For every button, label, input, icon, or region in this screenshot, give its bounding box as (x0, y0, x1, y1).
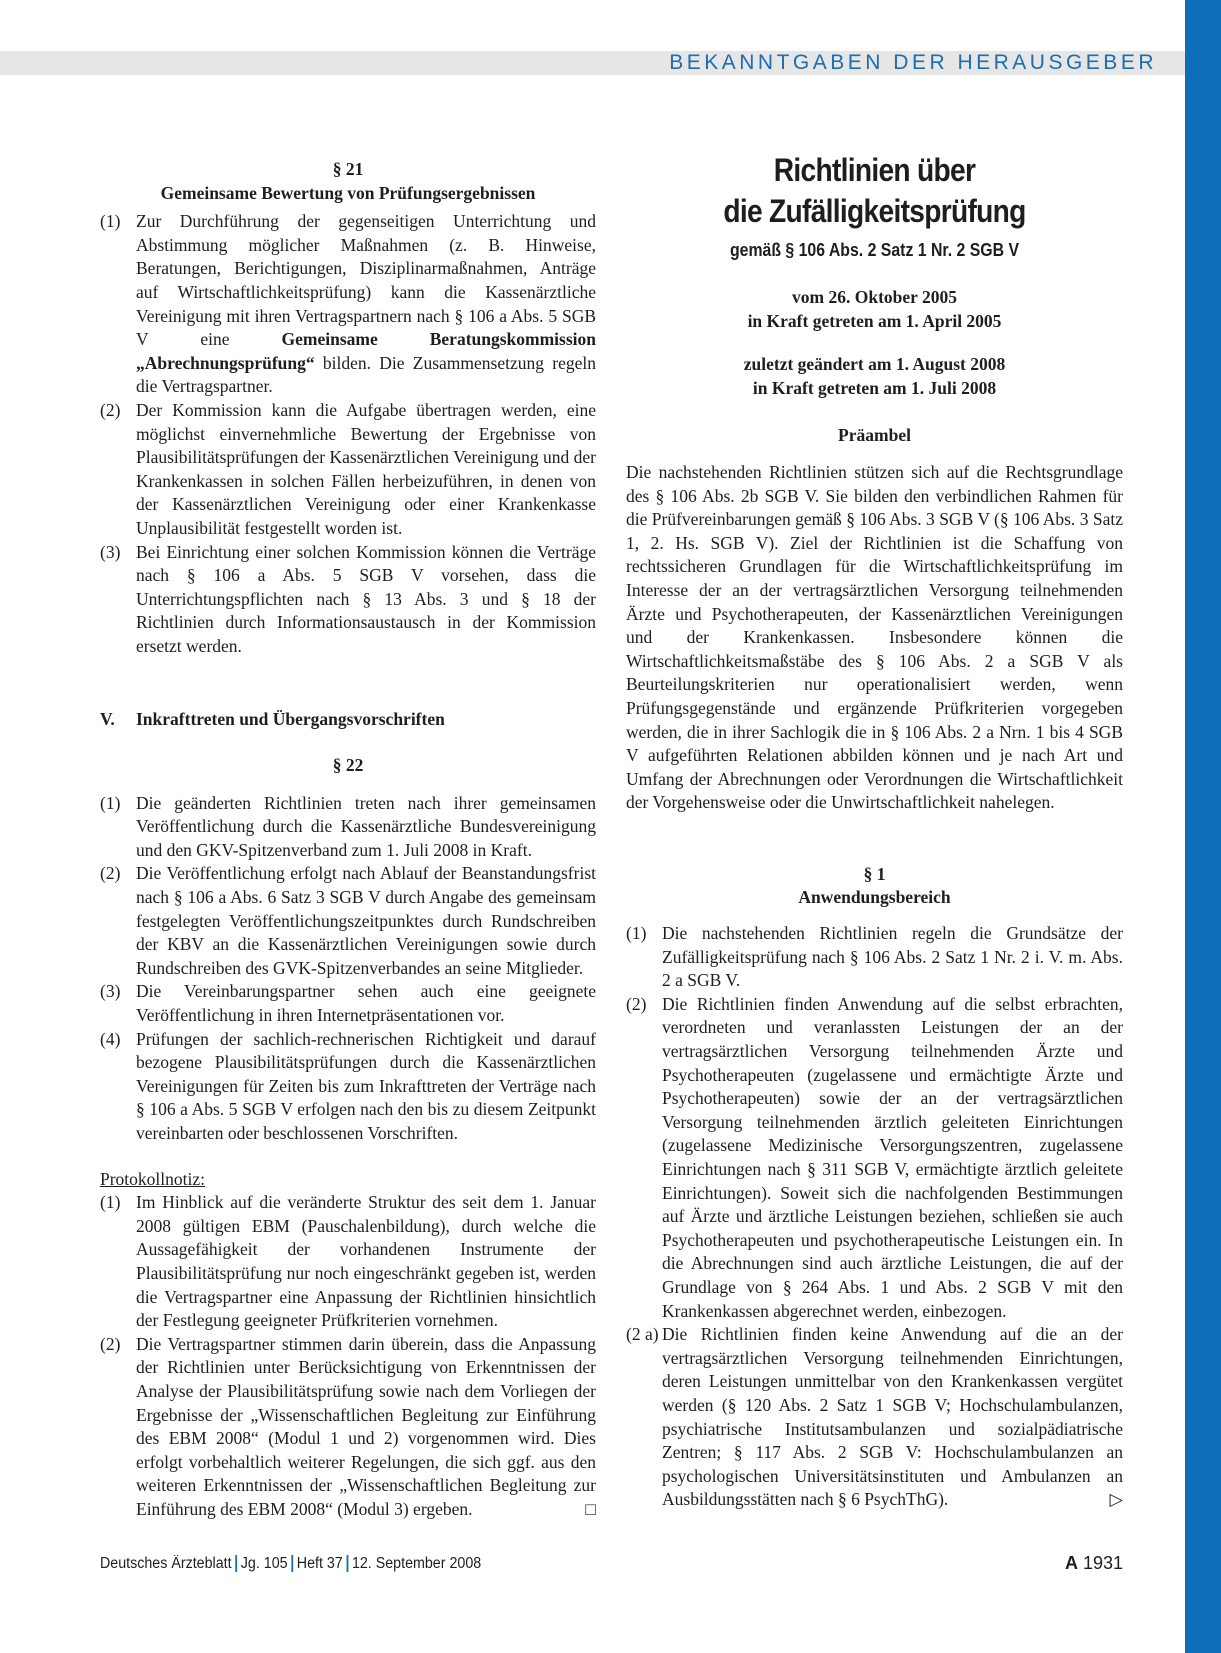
section-21-title: Gemeinsame Bewertung von Prüfungsergebnissen (160, 182, 536, 203)
page-footer (100, 1553, 1123, 1574)
paragraph-number: (2 a) (626, 1324, 659, 1345)
paragraph-number: (2) (100, 1333, 121, 1354)
part-number: V. (100, 709, 115, 730)
journal-volume: Jg. 105 (240, 1554, 288, 1572)
text-run: bilden. Die Zusammensetzung regeln die Vertragspartner. (136, 352, 596, 397)
paragraph-21-1 (100, 210, 596, 399)
right-column (626, 150, 1123, 1512)
paragraph-text: Die Richtlinien finden Anwendung auf die selbst erbrachten, verordneten und veranlassten Leistungen der an der vertragsärztlichen Versorgung teilnehmenden Ärzte und Psychotherapeuten (zugelassene und ermächtigte Ärzte und Psychotherapeuten) sowie der an der vertragsärztlichen Versorgung teilnehmenden ärztlich geleiteten Einrichtungen (zugelassene Medizinische Versorgungszentren, zugelassene Einrichtungen nach § 311 SGB V, ermächtigte ärztlich geleitete Einrichtungen). Soweit sich die nachfolgenden Bestimmungen auf Ärzte und ärztliche Leistungen beziehen, schließen sie auch Psychotherapeuten und psychotherapeutische Leistungen ein. In die Abrechnungen sind auch ärztliche Leistungen, die auf der Grundlage von § 264 Abs. 1 und Abs. 2 SGB V mit den Krankenkassen abgerechnet werden, einbezogen. (662, 993, 1123, 1321)
footer-separator (346, 1555, 348, 1572)
paragraph-number: (4) (100, 1028, 121, 1049)
text-run: Zur Durchführung der gegenseitigen Unterrichtung und Abstimmung möglicher Maßnahmen (z. B. Hinweise, Beratungen, Berichtigungen, Disziplinarmaßnahmen, Anträge auf Wirtschaftlichkeitsprüfung) kann die Kassenärztliche Vereinigung mit ihren Vertragspartnern nach § 106 a Abs. 5 SGB V eine (136, 211, 596, 350)
section-22-number: § 22 (332, 755, 364, 776)
journal-name: Deutsches Ärzteblatt (100, 1554, 232, 1572)
paragraph-number: (1) (100, 211, 121, 232)
paragraph-text (662, 1323, 1123, 1512)
text-run: Die Vertragspartner stimmen darin überein, dass die Anpassung der Richtlinien unter Berücksichtigung von Erkenntnissen der Analyse der Plausibilitätsprüfung sowie nach dem Vorliegen der Ergebnisse der „Wissenschaftlichen Begleitung zur Einführung des EBM 2008“ (Modul 1 und 2) vorgenommen wird. Dies erfolgt vorbehaltlich weiterer Regelungen, die sich ggf. aus den weiteren Erkenntnissen der „Wissenschaftlichen Begleitung zur Einführung des EBM 2008“ (Modul 3) ergeben. (136, 1333, 596, 1519)
section-1-number: § 1 (863, 863, 886, 884)
paragraph-text: Im Hinblick auf die veränderte Struktur des seit dem 1. Januar 2008 gültigen EBM (Pauschalenbildung), durch welche die Aussagefähigkeit der vorhandenen Instrumente der Plausibilitätsprüfung nur noch eingeschränkt gegeben ist, werden die Vertragspartner eine Anpassung der Richtlinien hinsichtlich der Festlegung geeigneter Prüfkriterien vornehmen. (136, 1192, 596, 1331)
paragraph-21-2 (100, 399, 596, 541)
section-21-number: § 21 (332, 159, 364, 179)
page-number (1065, 1553, 1123, 1574)
paragraph-text: Der Kommission kann die Aufgabe übertragen werden, eine möglichst einvernehmliche Bewertung der Ergebnisse von Plausibilitätsprüfungen der Kassenärztlichen Vereinigung und der Krankenkassen in solchen Fällen herbeizuführen, in denen von der Kassenärztlichen Vereinigung oder einer Krankenkasse Unplausibilität festgestellt worden ist. (136, 399, 596, 538)
date-amended-effective: in Kraft getreten am 1. Juli 2008 (752, 377, 997, 398)
paragraph-text: Bei Einrichtung einer solchen Kommission können die Verträge nach § 106 a Abs. 5 SGB V vorsehen, dass die Unterrichtungspflichten nach § 13 Abs. 3 und § 18 der Richtlinien durch Informationsaustausch in der Kommission ersetzt werden. (136, 541, 596, 656)
paragraph-text (136, 1333, 596, 1522)
paragraph-21-3 (100, 541, 596, 659)
page-number-value: 1931 (1082, 1553, 1123, 1573)
paragraph-22-2 (100, 862, 596, 980)
bold-text-run: Gemeinsame Beratungskommission „Abrechnungsprüfung“ (136, 329, 597, 373)
paragraph-text: Die Veröffentlichung erfolgt nach Ablauf der Beanstandungsfrist nach § 106 a Abs. 6 Satz 3 SGB V durch Angabe des gemeinsam festgelegten Veröffentlichungszeitpunktes durch Rundschreiben der KBV an die Kassenärztlichen Vereinigungen sowie durch Rundschreiben des GVK-Spitzenverbandes an seine Mitglieder. (136, 863, 596, 978)
article-title-line-1: Richtlinien über (773, 152, 976, 188)
section-1-title: Anwendungsbereich (798, 887, 951, 908)
paragraph-number: (3) (100, 541, 121, 562)
preamble-title: Präambel (838, 425, 911, 446)
section-header: BEKANNTGABEN DER HERAUSGEBER (669, 51, 1157, 74)
paragraph-number: (2) (100, 399, 121, 420)
footer-separator (291, 1555, 293, 1572)
protokoll-paragraph-1 (100, 1191, 596, 1333)
protokollnotiz-title: Protokollnotiz: (100, 1168, 205, 1189)
footer-citation (100, 1555, 481, 1573)
date-amended: zuletzt geändert am 1. August 2008 (743, 354, 1006, 375)
article-subtitle: gemäß § 106 Abs. 2 Satz 1 Nr. 2 SGB V (729, 240, 1020, 260)
paragraph-22-1 (100, 792, 596, 863)
paragraph-text: Die geänderten Richtlinien treten nach ihrer gemeinsamen Veröffentlichung durch die Kassenärztliche Bundesvereinigung und den GKV-Spitzenverband zum 1. Juli 2008 in Kraft. (136, 792, 596, 860)
paragraph-text: Die Vereinbarungspartner sehen auch eine geeignete Veröffentlichung in ihren Internetpräsentationen vor. (136, 981, 596, 1025)
paragraph-1-2 (626, 993, 1123, 1323)
continue-arrow-icon: ▷ (1109, 1489, 1123, 1510)
text-run: Die Richtlinien finden keine Anwendung auf die an der vertragsärztlichen Versorgung teilnehmenden Einrichtungen, deren Leistungen unmittelbar von den Krankenkassen vergütet werden (§ 120 Abs. 2 Satz 1 SGB V; Hochschulambulanzen, psychiatrische Institutsambulanzen und sozialpädiatrische Zentren; § 117 Abs. 2 SGB V: Hochschulambulanzen an psychologischen Universitätsinstituten und Ambulanzen an Ausbildungsstätten nach § 6 PsychThG). (662, 1324, 1123, 1510)
paragraph-number: (1) (100, 792, 121, 813)
paragraph-number: (3) (100, 981, 121, 1002)
preamble-text: Die nachstehenden Richtlinien stützen sich auf die Rechtsgrundlage des § 106 Abs. 2b SGB V. Sie bilden den verbindlichen Rahmen für die Prüfvereinbarungen gemäß § 106 Abs. 3 SGB V (§ 106 Abs. 3 Satz 1, 2. Hs. SGB V). Ziel der Richtlinien ist die Schaffung von rechtssicheren Grundlagen für die Wirtschaftlichkeitsprüfung im Interesse der an der vertragsärztlichen Versorgung teilnehmenden Ärzte und Psychotherapeuten, der Kassenärztlichen Vereinigungen und der Krankenkassen. Insbesondere können die Wirtschaftlichkeitsmaßstäbe des § 106 Abs. 2 a SGB V als Beurteilungskriterien nur operationalisiert werden, wenn Prüfungsgegenstände und ergänzende Prüfkriterien vorgegeben werden, die in ihrer Sachlogik die in § 106 Abs. 2 a Nrn. 1 bis 4 SGB V aufgeführten Relationen abbilden können und je nach Art und Umfang der Abrechnungen oder Verordnungen die Wirtschaftlichkeit der Vorgehensweise oder die Unwirtschaftlichkeit nahelegen. (626, 461, 1123, 813)
paragraph-number: (2) (626, 993, 647, 1014)
date-enacted: vom 26. Oktober 2005 (792, 287, 957, 307)
paragraph-22-3 (100, 980, 596, 1027)
journal-issue: Heft 37 (296, 1554, 343, 1572)
end-of-article-icon: □ (585, 1498, 596, 1519)
page-prefix: A (1064, 1553, 1078, 1573)
part-title: Inkrafttreten und Übergangsvorschriften (136, 709, 445, 730)
article-title-line-2: die Zufälligkeitsprüfung (723, 193, 1026, 229)
paragraph-number: (1) (100, 1192, 121, 1213)
paragraph-1-1 (626, 922, 1123, 993)
side-color-bar (1185, 0, 1221, 1653)
left-column (100, 158, 596, 1521)
footer-separator (235, 1555, 237, 1572)
paragraph-text (136, 210, 596, 399)
paragraph-text: Die nachstehenden Richtlinien regeln die Grundsätze der Zufälligkeitsprüfung nach § 106 Abs. 2 Satz 1 Nr. 2 i. V. m. Abs. 2 a SGB V. (662, 923, 1123, 991)
date-effective: in Kraft getreten am 1. April 2005 (747, 310, 1002, 331)
paragraph-number: (2) (100, 863, 121, 884)
paragraph-1-2a (626, 1323, 1123, 1512)
journal-date: 12. September 2008 (351, 1554, 482, 1572)
paragraph-number: (1) (626, 923, 647, 944)
part-v-heading (100, 708, 596, 732)
paragraph-22-4 (100, 1028, 596, 1146)
protokoll-paragraph-2 (100, 1333, 596, 1522)
paragraph-text: Prüfungen der sachlich-rechnerischen Richtigkeit und darauf bezogene Plausibilitätsprüfungen durch die Kassenärztlichen Vereinigungen für Zeiten bis zum Inkrafttreten der Verträge nach § 106 a Abs. 5 SGB V erfolgen nach den bis zu diesem Zeitpunkt vereinbarten oder beschlossenen Vorschriften. (136, 1028, 596, 1143)
